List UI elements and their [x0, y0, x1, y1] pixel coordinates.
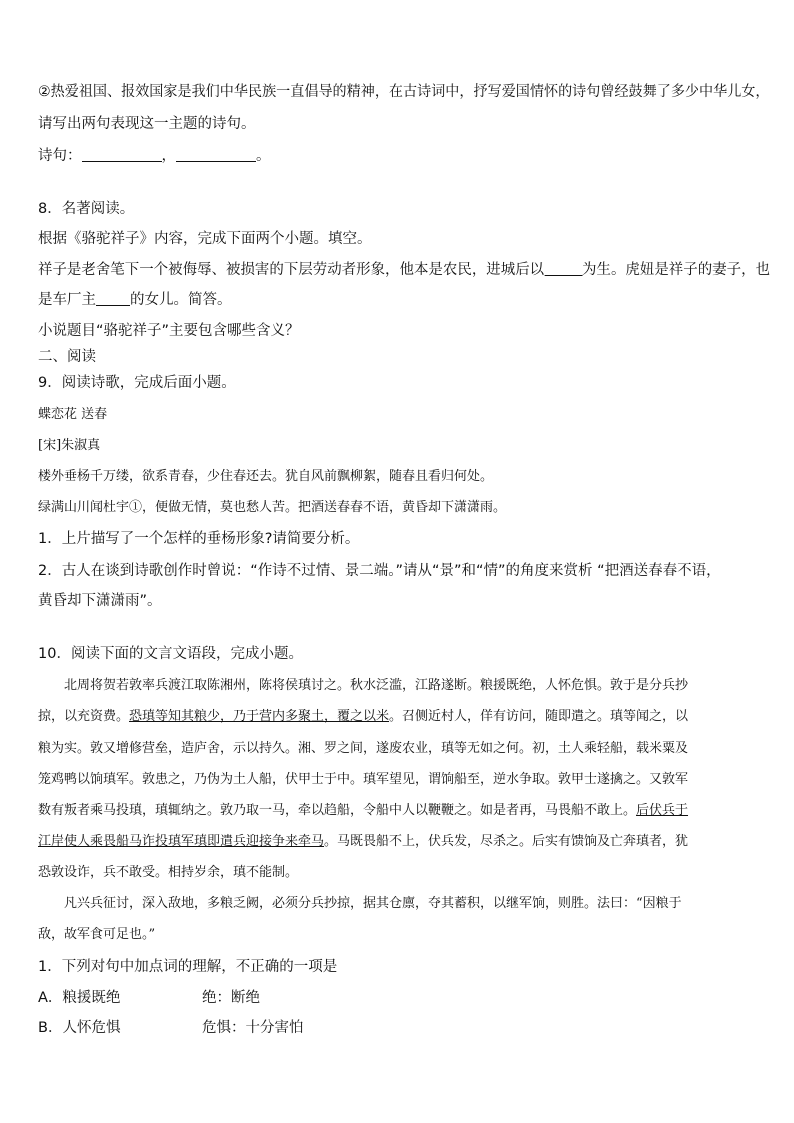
q9-sub1: 1．上片描写了一个怎样的垂杨形象?请简要分析。: [38, 531, 360, 547]
q10-sub1: 1．下列对句中加点词的理解，不正确的一项是: [38, 959, 338, 975]
blank-line: [544, 260, 582, 276]
q9-sub2-line2: 黄昏却下潇潇雨”。: [38, 593, 162, 609]
underlined-sentence: 江岸使人乘畏船马诈投瑱军瑱即遣兵迎接争来牵马: [38, 834, 325, 849]
classical-text-line: 江岸使人乘畏船马诈投瑱军瑱即遣兵迎接争来牵马。马既畏船不上，伏兵发，尽杀之。后实有馈饷及亡奔瑱者，犹: [38, 834, 689, 849]
q8-question: 小说题目“骆驼祥子”主要包含哪些含义？: [38, 323, 300, 339]
underlined-sentence: 恐瑱等知其粮少，乃于营内多聚土，覆之以米: [129, 709, 390, 724]
section-heading: 二、阅读: [38, 349, 96, 365]
blank-line: [82, 146, 162, 162]
q10-title: 10．阅读下面的文言文语段，完成小题。: [38, 646, 303, 662]
poem-title: 蝶恋花 送春: [38, 407, 108, 422]
q9-sub2-line1: 2．古人在谈到诗歌创作时曾说：“作诗不过情、景二端。”请从“景”和“情”的角度来赏析 “把酒送春春不语，: [38, 563, 721, 579]
q8-title: 8．名著阅读。: [38, 201, 135, 217]
q7-line1: ②热爱祖国、报效国家是我们中华民族一直倡导的精神，在古诗词中，抒写爱国情怀的诗句曾经鼓舞了多少中华儿女，: [38, 84, 770, 100]
option-b-label: B．人怀危惧: [38, 1020, 121, 1036]
q9-title: 9．阅读诗歌，完成后面小题。: [38, 375, 236, 391]
q8-fill2: 是车厂主 的女儿。简答。: [38, 292, 232, 308]
q7-answer-line: 诗句： ， 。: [38, 148, 271, 164]
classical-text-line: 凡兴兵征讨，深入敌地，多粮乏阙，必须分兵抄掠，据其仓廪，夺其蓄积，以继军饷，则胜。法曰：“因粮于: [64, 896, 682, 911]
answer-prefix: 诗句：: [38, 148, 82, 164]
poem-author: [宋]朱淑真: [38, 438, 101, 453]
blank-line: [176, 146, 256, 162]
classical-text-line: 恐敦设诈，兵不敢受。相持岁余，瑱不能制。: [38, 865, 299, 880]
poem-line: 绿满山川闻杜宇①，便做无情，莫也愁人苦。把酒送春春不语，黄昏却下潇潇雨。: [38, 500, 507, 515]
classical-text-line: 数有叛者乘马投瑱，瑱辄纳之。敦乃取一马，牵以趋船，令船中人以鞭鞭之。如是者再，马畏船不敢上。后伏兵于: [38, 803, 689, 818]
q8-intro: 根据《骆驼祥子》内容，完成下面两个小题。填空。: [38, 231, 372, 247]
q7-line2: 请写出两句表现这一主题的诗句。: [38, 116, 256, 132]
option-a-label: A．粮援既绝: [38, 990, 121, 1006]
classical-text-line: 粮为实。敦又增修营垒，造庐舍，示以持久。湘、罗之间，遂废农业，瑱等无如之何。初，土人乘轻船，载米粟及: [38, 741, 689, 756]
classical-text-line: 敌，故军食可足也。”: [38, 927, 156, 942]
classical-text-line: 笼鸡鸭以饷瑱军。敦患之，乃伪为土人船，伏甲士于中。瑱军望见，谓饷船至，逆水争取。敦甲士遂擒之。又敦军: [38, 772, 689, 787]
classical-text-line: 北周将贺若敦率兵渡江取陈湘州，陈将侯瑱讨之。秋水泛滥，江路遂断。粮援既绝，人怀危惧。敦于是分兵抄: [64, 678, 689, 693]
option-b-gloss: 危惧：十分害怕: [202, 1020, 304, 1036]
classical-text-line: 掠，以充资费。恐瑱等知其粮少，乃于营内多聚土，覆之以米。召侧近村人，佯有访问，随即遣之。瑱等闻之，以: [38, 709, 689, 724]
option-a-gloss: 绝：断绝: [202, 990, 260, 1006]
poem-line: 楼外垂杨千万缕，欲系青春，少住春还去。犹自风前飘柳絮，随春且看归何处。: [38, 469, 494, 484]
blank-line: [96, 290, 130, 306]
q8-fill1: 祥子是老舍笔下一个被侮辱、被损害的下层劳动者形象，他本是农民，进城后以 为生。虎妞是祥子的妻子，也: [38, 262, 771, 278]
underlined-sentence: 后伏兵于: [636, 803, 689, 818]
